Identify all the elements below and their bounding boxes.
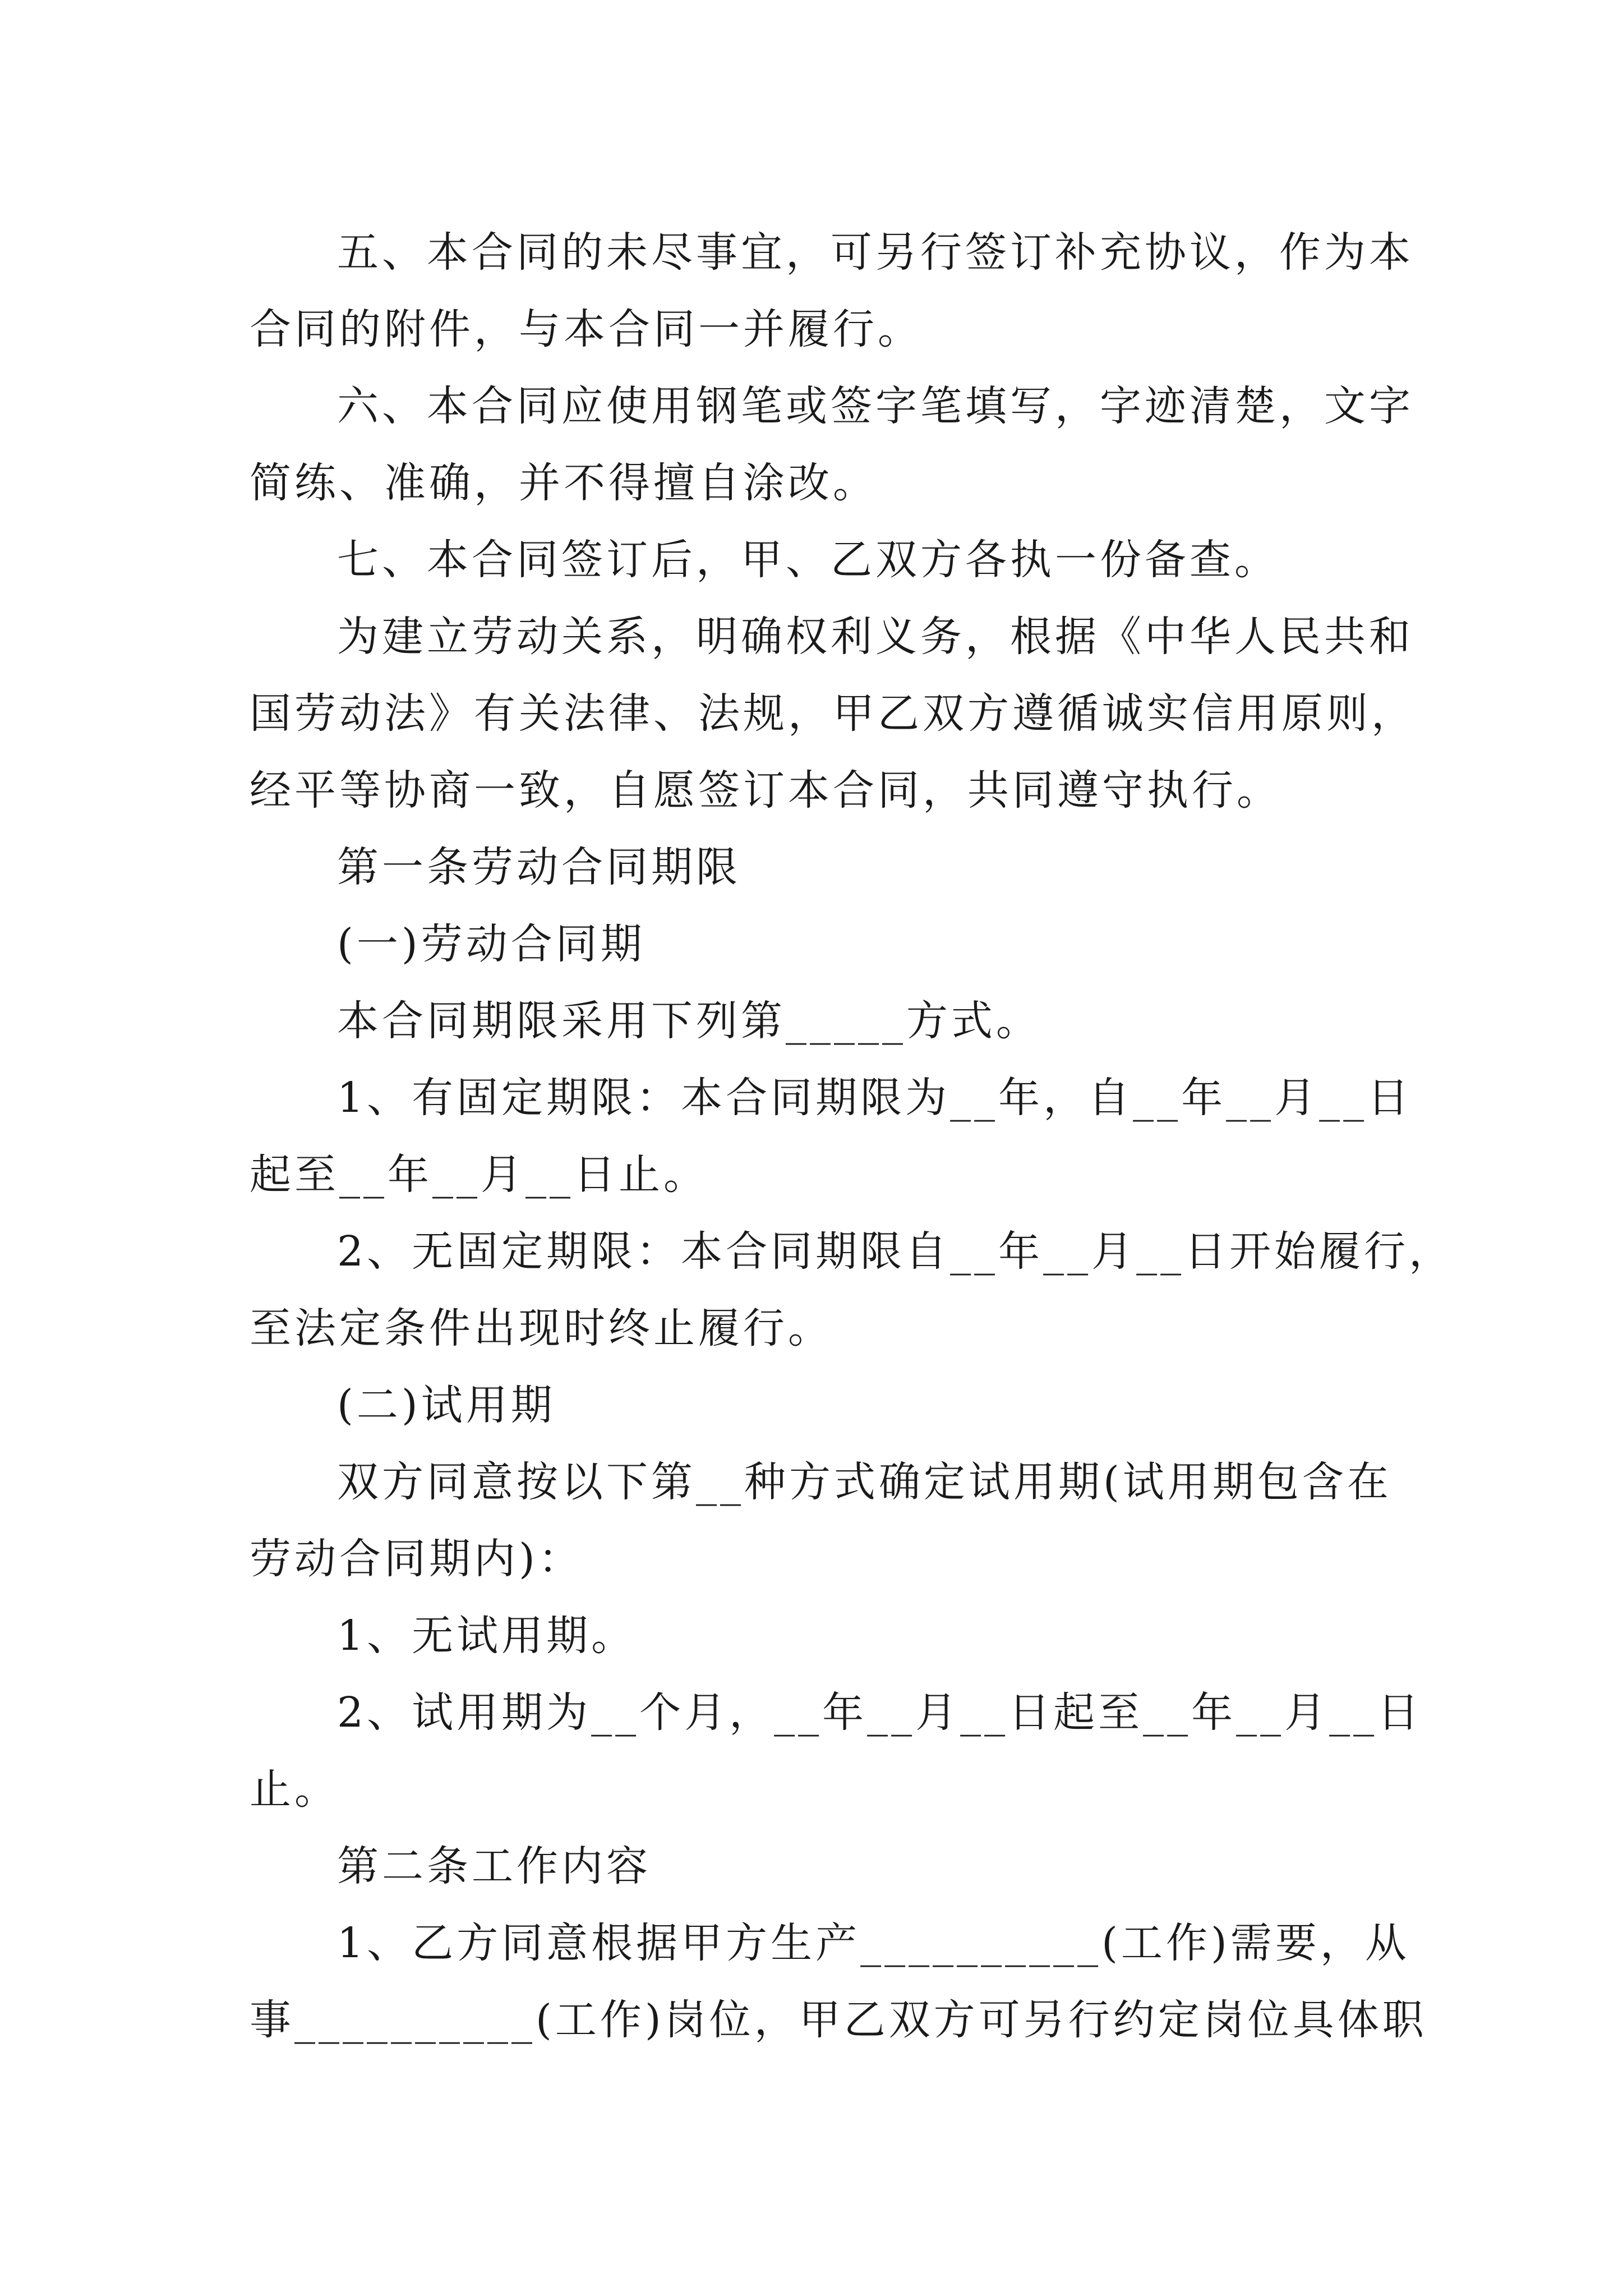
- paragraph-line: 国劳动法》有关法律、法规，甲乙双方遵循诚实信用原则，: [250, 689, 1416, 738]
- paragraph-line: 合同的附件，与本合同一并履行。: [250, 305, 923, 353]
- paragraph-line: 事__________(工作)岗位，甲乙双方可另行约定岗位具体职: [250, 1996, 1427, 2044]
- paragraph-line: 起至__年__月__日止。: [250, 1151, 708, 1199]
- paragraph-line: 1、有固定期限：本合同期限为__年，自__年__月__日: [337, 1074, 1413, 1122]
- paragraph-line: 六、本合同应使用钢笔或签字笔填写，字迹清楚，文字: [337, 382, 1414, 430]
- paragraph-line: 至法定条件出现时终止履行。: [250, 1304, 833, 1352]
- paragraph-line: 经平等协商一致，自愿签订本合同，共同遵守执行。: [250, 766, 1281, 815]
- paragraph-line: 1、无试用期。: [337, 1612, 637, 1660]
- paragraph-line: 七、本合同签订后，甲、乙双方各执一份备查。: [337, 536, 1279, 584]
- section-heading: 第二条工作内容: [337, 1842, 651, 1890]
- section-heading: 第一条劳动合同期限: [337, 843, 741, 891]
- paragraph-line: 止。: [250, 1765, 339, 1814]
- paragraph-line: 1、乙方同意根据甲方生产__________(工作)需要，从: [337, 1919, 1410, 1967]
- paragraph-line: 双方同意按以下第__种方式确定试用期(试用期包含在: [337, 1458, 1392, 1506]
- paragraph-line: 2、试用期为__个月，__年__月__日起至__年__月__日: [337, 1688, 1423, 1737]
- paragraph-line: 简练、准确，并不得擅自涂改。: [250, 459, 878, 507]
- paragraph-line: 五、本合同的未尽事宜，可另行签订补充协议，作为本: [337, 228, 1414, 277]
- paragraph-line: 为建立劳动关系，明确权利义务，根据《中华人民共和: [337, 613, 1414, 661]
- paragraph-line: 劳动合同期内)：: [250, 1535, 583, 1583]
- paragraph-line: 2、无固定期限：本合同期限自__年__月__日开始履行，: [337, 1227, 1454, 1276]
- document-body: [250, 214, 1454, 2059]
- subsection-heading: (一)劳动合同期: [337, 920, 645, 968]
- subsection-heading: (二)试用期: [337, 1381, 556, 1429]
- paragraph-line: 本合同期限采用下列第_____方式。: [337, 997, 1041, 1045]
